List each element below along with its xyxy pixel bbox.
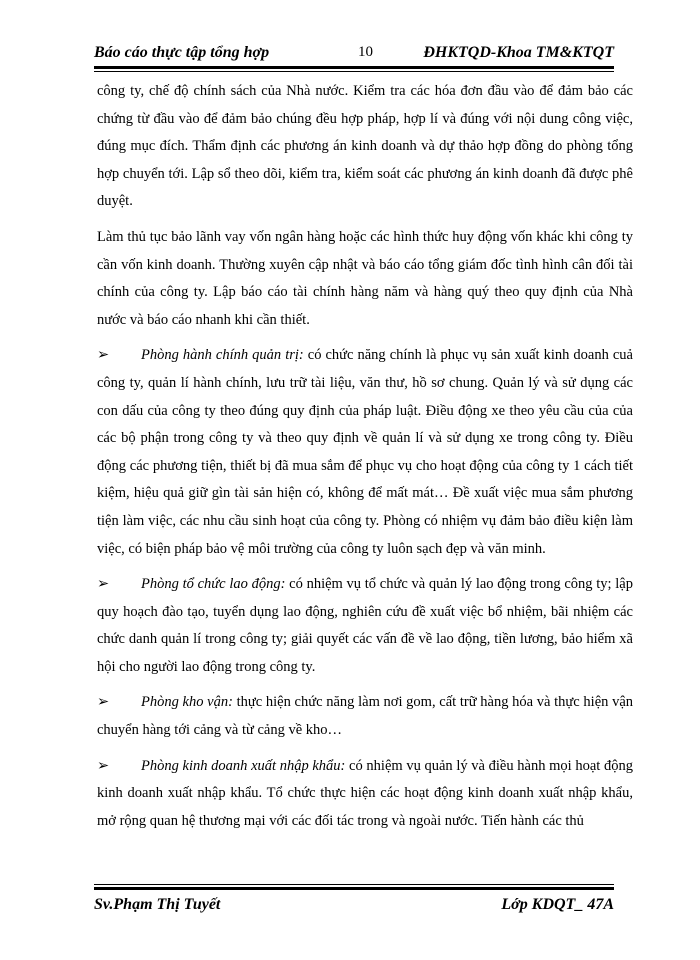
page-footer [94,896,614,920]
arrow-bullet-icon: ➢ [97,576,110,593]
header-rule-thick [94,66,614,69]
paragraph-text: thực hiện chức năng làm nơi gom, cất trữ hàng hóa và thực hiện vận chuyển hàng tới cảng và từ cảng về kho… [97,694,634,739]
paragraph-text: công ty, chế độ chính sách của Nhà nước. Kiểm tra các hóa đơn đầu vào để đảm bảo các chứng từ đầu vào để đảm bảo chúng đều hợp pháp, hợp lí và đúng với nội dung công việc, đúng mục đích. Thẩm định các phương án kinh doanh và dự thảo hợp đồng do phòng tổng hợp chuyển tới. Lập sổ theo dõi, kiểm tra, kiểm soát các phương án kinh doanh đã được phê duyệt. [97,83,633,210]
department-title: Phòng hành chính quản trị: [141,347,304,364]
department-title: Phòng kho vận: [141,694,233,711]
department-title: Phòng kinh doanh xuất nhập khẩu: [141,757,346,774]
arrow-bullet-icon: ➢ [97,347,110,364]
arrow-bullet-icon: ➢ [97,757,110,774]
paragraph [97,224,633,334]
arrow-bullet-icon: ➢ [97,694,110,711]
paragraph-text: có chức năng chính là phục vụ sản xuất kinh doanh cuả công ty, quản lí hành chính, lưu trữ tài liệu, văn thư, hồ sơ chung. Quản lý và sử dụng các con dấu của công ty theo đúng quy định của pháp luật. Điều động xe theo yêu cầu của của các bộ phận trong công ty và theo quy định về quản lí và sử dụng xe trong công ty. Điều động các phương tiện, thiết bị đã mua sắm để phục vụ cho hoạt động của công ty 1 cách tiết kiệm, hiệu quả giữ gìn tài sản hiện có, không để mất mát… Đề xuất việc mua sắm phương tiện làm việc, các nhu cầu sinh hoạt của công ty. Phòng có nhiệm vụ đảm bảo điều kiện làm việc, có biện pháp bảo vệ môi trường của công ty luôn sạch đẹp và văn minh. [97,347,633,557]
footer-rule-thin [94,884,614,885]
department-title: Phòng tổ chức lao động: [141,576,286,593]
bullet-paragraph [97,689,633,744]
report-title: Báo cáo thực tập tổng hợp [94,44,270,61]
document-body [97,78,633,843]
footer-rule-thick [94,887,614,890]
paragraph-text: Làm thủ tục bảo lãnh vay vốn ngân hàng hoặc các hình thức huy động vốn khác khi công ty cần vốn kinh doanh. Thường xuyên cập nhật và báo cáo tổng giám đốc tình hình cân đối tài chính của công ty. Lập báo cáo tài chính hàng năm và hàng quý theo quy định của Nhà nước và báo cáo nhanh khi cần thiết. [97,228,633,328]
paragraph-text: có nhiệm vụ tổ chức và quản lý lao động trong công ty; lập quy hoạch đào tạo, tuyển dụng lao động, nghiên cứu đề xuất việc bổ nhiệm, bãi nhiệm các chức danh quản lí trong công ty; giải quyết các vấn đề về lao động, tiền lương, bảo hiểm xã hội cho người lao động trong công ty. [97,576,633,675]
paragraph [97,78,633,216]
page-number: 10 [358,44,373,60]
header-rule-thin [94,71,614,72]
paragraph-text: có nhiệm vụ quản lý và điều hành mọi hoạt động kinh doanh xuất nhập khẩu. Tổ chức thực hiện các hoạt động kinh doanh xuất nhập khẩu, mở rộng quan hệ thương mại với các đối tác trong và ngoài nước. Tiến hành các thủ [97,757,633,829]
student-name: Sv.Phạm Thị Tuyết [94,896,221,913]
class-name: Lớp KDQT_ 47A [501,896,614,913]
faculty-name: ĐHKTQD-Khoa TM&KTQT [423,44,614,61]
bullet-paragraph [97,571,633,681]
bullet-paragraph [97,342,633,563]
bullet-paragraph [97,753,633,836]
page-header [94,42,614,66]
